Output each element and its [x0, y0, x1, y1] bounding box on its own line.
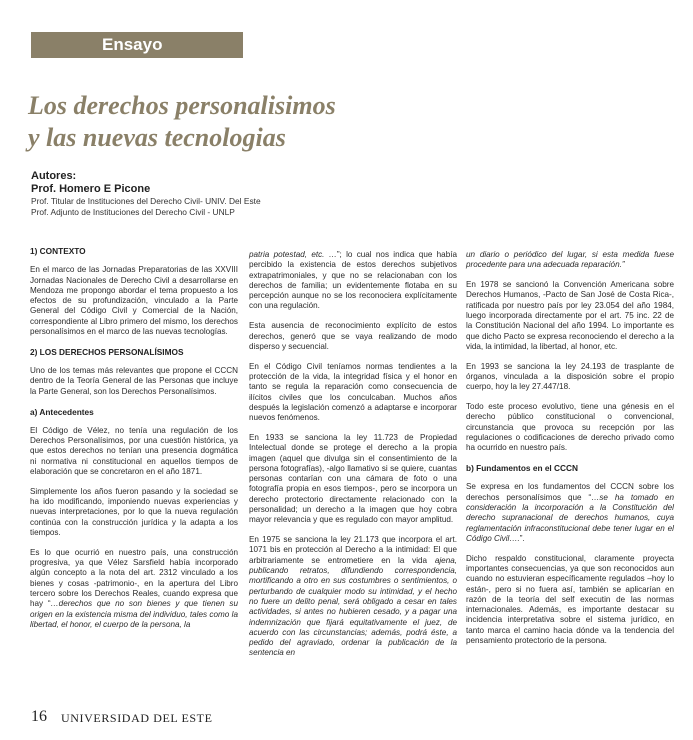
author-affiliation-2: Prof. Adjunto de Instituciones del Derecho Civil - UNLP	[31, 207, 235, 217]
paragraph	[466, 482, 674, 544]
publication-name: UNIVERSIDAD DEL ESTE	[61, 711, 213, 725]
quote-run: …se ha tomado en consideración la incorporación a la Constitución del derecho supranacional de derechos humanos, cuya reglamentación infraconstitucional debe tener lugar en el Código Civil….	[466, 492, 674, 543]
paragraph: En 1933 se sanciona la ley 11.723 de Propiedad Intelectual donde se protege el derecho a la propia imagen (aquel que divulga sin el consentimiento de la persona fotografías), -algo llamativo si se quiere, cuantas personas contarían con una cámara de foto o una fotografía propia en esos tiempos-, pero se incorpora un derecho protectorio directamente relacionado con la personalidad; un derecho a la imagen que hoy cobra mayor relevancia y que es regulado con mayor amplitud.	[249, 432, 457, 525]
section-label: Ensayo	[102, 35, 163, 54]
column-2	[249, 250, 457, 668]
heading-fundamentos: b) Fundamentos en el CCCN	[466, 463, 579, 474]
authors-block	[31, 170, 431, 218]
quote-run: un diario o periódico del lugar, si esta medida fuese procedente para una adecuada reparación.”	[466, 250, 674, 270]
column-1	[30, 246, 238, 640]
paragraph: Simplemente los años fueron pasando y la sociedad se ha ido modificando, imponiendo nuevas experiencias y nuevas interpretaciones, por lo que la nueva regulación continúa con la construcción jurídica y la adapta a los tiempos.	[30, 486, 238, 538]
column-3	[466, 250, 674, 656]
paragraph: En el marco de las Jornadas Preparatorias de las XXVIII Jornadas Nacionales de Derecho Civil a desarrollarse en Mendoza me propongo abordar el tema propuesto a los efectos de su profundización, vinculado a la Parte General del Código Civil y Comercial de la Nación, correspondiente al Libro primero del mismo, los derechos personalísimos en el marco de las nuevas tecnologías.	[30, 265, 238, 337]
paragraph: Uno de los temas más relevantes que propone el CCCN dentro de la Teoría General de las Personas que incluye la Parte General, son los Derechos Personalísimos.	[30, 366, 238, 396]
quote-run: …derechos que no son bienes y que tienen su origen en la existencia misma del individuo, tales como la libertad, el honor, el cuerpo de la persona, la	[30, 599, 238, 629]
title-line-2: y las nuevas tecnologias	[28, 123, 286, 152]
text-run: En 1975 se sanciona la ley 21.173 que incorpora el art. 1071 bis en protección al Derecho a la intimidad: El que arbitrariamente se entrometiere en la vida	[249, 535, 457, 565]
heading-contexto: 1) CONTEXTO	[30, 246, 86, 256]
article-title	[28, 90, 488, 154]
paragraph: El Código de Vélez, no tenía una regulación de los Derechos Personalísimos, por una cuestión histórica, ya que estos derechos no tenían una presencia dogmática ni normativa ni constitucional en aquellos tiempos de elaboración que se concretaron en el año 1871.	[30, 425, 238, 477]
paragraph: En 1978 se sancionó la Convención Americana sobre Derechos Humanos, -Pacto de San José de Costa Rica-, ratificada por nuestro país por ley 23.054 del año 1984, luego incorporada directamente por el art. 75 inc. 22 de la Constitución Nacional del año 1994. Lo importante es que dicho Pacto se expresa reconociendo el derecho a la vida, la intimidad, la libertad, al honor, etc.	[466, 280, 674, 351]
section-tag	[31, 32, 243, 58]
author-affiliation-1: Prof. Titular de Instituciones del Derecho Civil- UNIV. Del Este	[31, 196, 261, 206]
paragraph: Dicho respaldo constitucional, claramente proyecta importantes consecuencias, ya que son reconocidos aun cuando no estuvieran específicamente regulados –hoy lo están-, pero si no fuera así, también se aplicarían en razón de la teoría del self executin de las normas internacionales. Además, es importante destacar su incidencia interpretativa sobre el sistema jurídico, en tanto marca el camino hacia dónde va la tendencia del pensamiento protectorio de la persona.	[466, 553, 674, 645]
paragraph: Todo este proceso evolutivo, tiene una génesis en el derecho público constitucional o convencional, circunstancia que provoca su recepción por las regulaciones o codificaciones de derecho privado como ha ocurrido en nuestro país.	[466, 402, 674, 453]
paragraph: En 1993 se sanciona la ley 24.193 de trasplante de órganos, vinculada a la disposición sobre el propio cuerpo, hoy la ley 27.447/18.	[466, 361, 674, 392]
authors-label: Autores:	[31, 170, 77, 182]
paragraph: Esta ausencia de reconocimiento explícito de estos derechos, generó que se vaya realizando de modo disperso y secuencial.	[249, 321, 457, 351]
paragraph	[466, 250, 674, 271]
paragraph	[30, 548, 238, 630]
quote-run: patria potestad, etc. …	[249, 250, 337, 259]
text-run: Se expresa en los fundamentos del CCCN sobre los derechos personalísimos que “	[466, 482, 674, 502]
quote-run: ajena, publicando retratos, difundiendo correspondencia, mortificando a otro en sus costumbres o sentimientos, o perturbando de cualquier modo su intimidad, y el hecho no fuere un delito penal, será obligado a cesar en tales actividades, si antes no hubieren cesado, y a pagar una indemnización que fijará equitativamente el juez, de acuerdo con las circunstancias; además, podrá éste, a pedido del agraviado, ordenar la publicación de la sentencia en	[249, 555, 457, 658]
page-number: 16	[31, 708, 47, 725]
text-run: ”; lo cual nos indica que había percibido la existencia de estos derechos subjetivos extrapatrimoniales, y que no se relacionaban con los derechos de familia; un evidentemente flotaba en su percepción aunque no se los reconociera explícitamente con una regulación.	[249, 250, 457, 311]
heading-derechos-personalisimos: 2) LOS DERECHOS PERSONALÍSIMOS	[30, 346, 184, 357]
paragraph: En el Código Civil teníamos normas tendientes a la protección de la vida, la integridad física y el honor en tanto se regula la reparación como consecuencia de ilícitos civiles que los conculcaban. Muchos años después la legislación comenzó a adaptarse e incorporar nuevos fenómenos.	[249, 361, 457, 423]
paragraph	[249, 535, 457, 659]
paragraph	[249, 250, 457, 312]
author-name: Prof. Homero E Picone	[31, 183, 151, 195]
text-run: ”.	[519, 533, 525, 543]
heading-antecedentes: a) Antecedentes	[30, 406, 94, 417]
text-run: Es lo que ocurrió en nuestro país, una construcción progresiva, ya que Vélez Sarsfield había incorporado algún concepto a la nota del art. 2312 vinculado a los bienes y cosas -patrimonio-, en la apertura del Libro tercero sobre los Derechos Reales, cuando expresa que hay “	[30, 547, 238, 609]
title-line-1: Los derechos personalisimos	[28, 91, 336, 120]
